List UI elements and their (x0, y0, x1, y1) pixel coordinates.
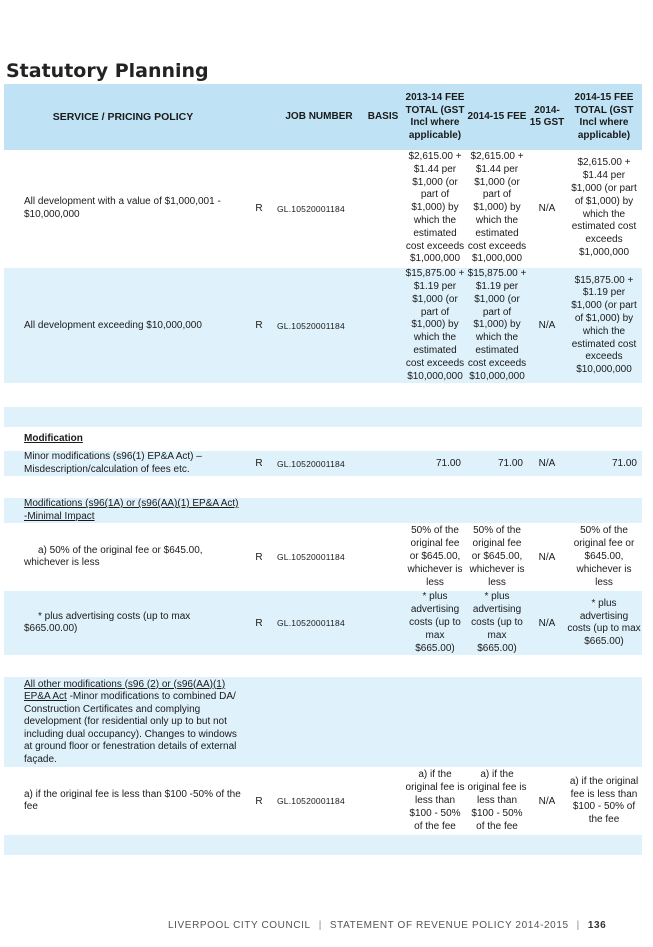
other-mod-heading-underlined: All other modifications (s96 (2) or (s96(AA)(1) EP&A Act (24, 678, 226, 703)
basis-cell: R (242, 524, 276, 590)
total-1415-cell: 71.00 (566, 450, 642, 477)
total-1415-cell: $15,875.00 + $1.19 per $1,000 (or part of $1,000) by which the estimated cost exceeds $10,000,000 (566, 267, 642, 384)
service-cell: * plus advertising costs (up to max $665.00.00) (4, 590, 242, 656)
header-basis: BASIS (362, 84, 404, 151)
empty-cell (362, 524, 404, 590)
gst-cell: N/A (528, 524, 566, 590)
spacer-row (4, 406, 642, 428)
page-footer (168, 920, 606, 931)
spacer-row (4, 834, 642, 856)
header-job: JOB NUMBER (276, 84, 362, 151)
job-number-cell: GL.10520001184 (276, 524, 362, 590)
section-row (4, 428, 642, 450)
empty-cell (362, 267, 404, 384)
empty-cell (362, 151, 404, 268)
footer-separator: | (318, 920, 322, 931)
fee-1314-cell: $15,875.00 + $1.19 per $1,000 (or part of $1,000) by which the estimated cost exceeds $10,000,000 (404, 267, 466, 384)
table-row (4, 590, 642, 656)
basis-cell: R (242, 267, 276, 384)
total-1415-cell: a) if the original fee is less than $100 - 50% of the fee (566, 768, 642, 834)
job-number-cell: GL.10520001184 (276, 768, 362, 834)
header-blank (242, 84, 276, 151)
fee-1415-cell: a) if the original fee is less than $100 - 50% of the fee (466, 768, 528, 834)
section-heading-minimal-impact: Modifications (s96(1A) or (s96(AA)(1) EP&A Act) -Minimal Impact (4, 497, 242, 524)
service-cell: All development exceeding $10,000,000 (4, 267, 242, 384)
job-number-cell: GL.10520001184 (276, 151, 362, 268)
gst-cell: N/A (528, 267, 566, 384)
basis-cell: R (242, 450, 276, 477)
empty-cell (362, 590, 404, 656)
spacer-row (4, 656, 642, 676)
table-row (4, 450, 642, 477)
header-fee-1415: 2014-15 FEE (466, 84, 528, 151)
section-row (4, 676, 642, 768)
fee-1314-cell: 71.00 (404, 450, 466, 477)
table-row (4, 524, 642, 590)
service-cell: a) if the original fee is less than $100 -50% of the fee (4, 768, 242, 834)
fee-1415-cell: $15,875.00 + $1.19 per $1,000 (or part of $1,000) by which the estimated cost exceeds $10,000,000 (466, 267, 528, 384)
section-heading-modification: Modification (4, 428, 642, 450)
fee-1314-cell: a) if the original fee is less than $100 - 50% of the fee (404, 768, 466, 834)
section-heading-other-modifications (4, 676, 242, 768)
gst-cell: N/A (528, 151, 566, 268)
job-number-cell: GL.10520001184 (276, 590, 362, 656)
basis-cell: R (242, 768, 276, 834)
fee-1415-cell: 71.00 (466, 450, 528, 477)
footer-org: LIVERPOOL CITY COUNCIL (168, 920, 311, 931)
header-service: SERVICE / PRICING POLICY (4, 84, 242, 151)
section-row (4, 497, 642, 524)
fee-1314-cell: $2,615.00 + $1.44 per $1,000 (or part of $1,000) by which the estimated cost exceeds $1,000,000 (404, 151, 466, 268)
table-row (4, 768, 642, 834)
fee-1314-cell: * plus advertising costs (up to max $665.00) (404, 590, 466, 656)
basis-cell: R (242, 590, 276, 656)
footer-separator: | (576, 920, 580, 931)
header-fee-1314: 2013-14 FEE TOTAL (GST Incl where applicable) (404, 84, 466, 151)
fee-1415-cell: $2,615.00 + $1.44 per $1,000 (or part of $1,000) by which the estimated cost exceeds $1,000,000 (466, 151, 528, 268)
header-row (4, 84, 642, 151)
total-1415-cell: $2,615.00 + $1.44 per $1,000 (or part of $1,000) by which the estimated cost exceeds $1,000,000 (566, 151, 642, 268)
fees-table (4, 84, 642, 857)
empty-cell (362, 768, 404, 834)
gst-cell: N/A (528, 450, 566, 477)
page-title: Statutory Planning (6, 60, 209, 82)
fee-1415-cell: 50% of the original fee or $645.00, whichever is less (466, 524, 528, 590)
fee-1314-cell: 50% of the original fee or $645.00, whichever is less (404, 524, 466, 590)
job-number-cell: GL.10520001184 (276, 267, 362, 384)
other-mod-heading-rest: -Minor modifications to combined DA/ Construction Certificates and complying development (for residential only up to but not including dual occupancy). Changes to windows at ground floor or fenestration details of external façade. (24, 691, 237, 765)
header-gst-1415: 2014-15 GST (528, 84, 566, 151)
total-1415-cell: * plus advertising costs (up to max $665.00) (566, 590, 642, 656)
page-number: 136 (587, 920, 607, 931)
spacer-row (4, 384, 642, 406)
header-total-1415: 2014-15 FEE TOTAL (GST Incl where applicable) (566, 84, 642, 151)
table-row (4, 151, 642, 268)
basis-cell: R (242, 151, 276, 268)
job-number-cell: GL.10520001184 (276, 450, 362, 477)
total-1415-cell: 50% of the original fee or $645.00, whichever is less (566, 524, 642, 590)
service-cell: All development with a value of $1,000,001 - $10,000,000 (4, 151, 242, 268)
service-cell: a) 50% of the original fee or $645.00, whichever is less (4, 524, 242, 590)
service-cell: Minor modifications (s96(1) EP&A Act) – Misdescription/calculation of fees etc. (4, 450, 242, 477)
fee-1415-cell: * plus advertising costs (up to max $665.00) (466, 590, 528, 656)
gst-cell: N/A (528, 590, 566, 656)
table-row (4, 267, 642, 384)
gst-cell: N/A (528, 768, 566, 834)
spacer-row (4, 477, 642, 497)
footer-doc-title: STATEMENT OF REVENUE POLICY 2014-2015 (329, 920, 569, 931)
empty-cell (362, 450, 404, 477)
